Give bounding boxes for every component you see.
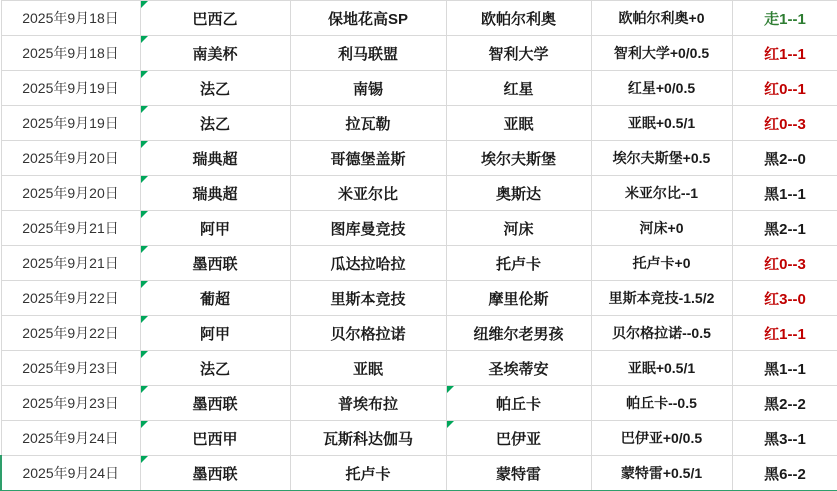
cell-home: 普埃布拉 <box>290 386 446 421</box>
cell-away: 亚眠 <box>446 106 591 141</box>
cell-league: 法乙 <box>140 351 290 386</box>
cell-away: 欧帕尔利奥 <box>446 1 591 36</box>
table-row[interactable] <box>1 246 837 281</box>
cell-date: 2025年9月24日 <box>1 456 140 491</box>
cell-result: 黑2--1 <box>732 211 837 246</box>
cell-handicap: 红星+0/0.5 <box>591 71 732 106</box>
cell-date: 2025年9月21日 <box>1 246 140 281</box>
cell-handicap: 智利大学+0/0.5 <box>591 36 732 71</box>
cell-handicap: 河床+0 <box>591 211 732 246</box>
cell-league: 墨西联 <box>140 386 290 421</box>
cell-handicap: 亚眠+0.5/1 <box>591 351 732 386</box>
cell-home: 拉瓦勒 <box>290 106 446 141</box>
cell-result: 黑2--0 <box>732 141 837 176</box>
cell-result: 红0--1 <box>732 71 837 106</box>
cell-result: 走1--1 <box>732 1 837 36</box>
table-row[interactable] <box>1 1 837 36</box>
cell-date: 2025年9月20日 <box>1 141 140 176</box>
cell-home: 利马联盟 <box>290 36 446 71</box>
cell-away: 智利大学 <box>446 36 591 71</box>
cell-home: 托卢卡 <box>290 456 446 491</box>
cell-handicap: 埃尔夫斯堡+0.5 <box>591 141 732 176</box>
cell-league: 巴西乙 <box>140 1 290 36</box>
cell-result: 黑2--2 <box>732 386 837 421</box>
cell-handicap: 米亚尔比--1 <box>591 176 732 211</box>
cell-result: 红0--3 <box>732 106 837 141</box>
cell-league: 墨西联 <box>140 456 290 491</box>
cell-home: 亚眠 <box>290 351 446 386</box>
cell-date: 2025年9月19日 <box>1 71 140 106</box>
cell-away: 巴伊亚 <box>446 421 591 456</box>
cell-result: 红1--1 <box>732 36 837 71</box>
cell-result: 黑6--2 <box>732 456 837 491</box>
cell-away: 托卢卡 <box>446 246 591 281</box>
table-row[interactable] <box>1 106 837 141</box>
cell-date: 2025年9月22日 <box>1 281 140 316</box>
cell-result: 黑1--1 <box>732 351 837 386</box>
cell-date: 2025年9月22日 <box>1 316 140 351</box>
cell-home: 南锡 <box>290 71 446 106</box>
cell-home: 瓜达拉哈拉 <box>290 246 446 281</box>
cell-result: 红3--0 <box>732 281 837 316</box>
cell-league: 瑞典超 <box>140 141 290 176</box>
cell-date: 2025年9月23日 <box>1 351 140 386</box>
cell-league: 瑞典超 <box>140 176 290 211</box>
cell-league: 阿甲 <box>140 316 290 351</box>
cell-date: 2025年9月18日 <box>1 36 140 71</box>
cell-handicap: 欧帕尔利奥+0 <box>591 1 732 36</box>
table-row[interactable] <box>1 141 837 176</box>
cell-date: 2025年9月19日 <box>1 106 140 141</box>
table-row[interactable] <box>1 351 837 386</box>
cell-date: 2025年9月20日 <box>1 176 140 211</box>
cell-away: 蒙特雷 <box>446 456 591 491</box>
cell-home: 贝尔格拉诺 <box>290 316 446 351</box>
cell-date: 2025年9月21日 <box>1 211 140 246</box>
cell-handicap: 巴伊亚+0/0.5 <box>591 421 732 456</box>
cell-date: 2025年9月24日 <box>1 421 140 456</box>
cell-away: 纽维尔老男孩 <box>446 316 591 351</box>
cell-home: 瓦斯科达伽马 <box>290 421 446 456</box>
cell-home: 图库曼竞技 <box>290 211 446 246</box>
table-row[interactable] <box>1 456 837 491</box>
cell-league: 巴西甲 <box>140 421 290 456</box>
cell-result: 红0--3 <box>732 246 837 281</box>
table-row[interactable] <box>1 176 837 211</box>
table-row[interactable] <box>1 421 837 456</box>
cell-league: 法乙 <box>140 106 290 141</box>
cell-date: 2025年9月23日 <box>1 386 140 421</box>
cell-away: 埃尔夫斯堡 <box>446 141 591 176</box>
cell-away: 奥斯达 <box>446 176 591 211</box>
cell-league: 法乙 <box>140 71 290 106</box>
cell-result: 黑3--1 <box>732 421 837 456</box>
cell-league: 南美杯 <box>140 36 290 71</box>
cell-league: 阿甲 <box>140 211 290 246</box>
cell-handicap: 帕丘卡--0.5 <box>591 386 732 421</box>
cell-handicap: 托卢卡+0 <box>591 246 732 281</box>
cell-handicap: 里斯本竞技-1.5/2 <box>591 281 732 316</box>
cell-home: 里斯本竞技 <box>290 281 446 316</box>
table-row[interactable] <box>1 386 837 421</box>
cell-away: 圣埃蒂安 <box>446 351 591 386</box>
cell-result: 红1--1 <box>732 316 837 351</box>
table-row[interactable] <box>1 71 837 106</box>
cell-away: 帕丘卡 <box>446 386 591 421</box>
table-row[interactable] <box>1 211 837 246</box>
cell-home: 米亚尔比 <box>290 176 446 211</box>
cell-away: 河床 <box>446 211 591 246</box>
cell-home: 保地花高SP <box>290 1 446 36</box>
cell-handicap: 贝尔格拉诺--0.5 <box>591 316 732 351</box>
table-row[interactable] <box>1 36 837 71</box>
cell-result: 黑1--1 <box>732 176 837 211</box>
table-row[interactable] <box>1 281 837 316</box>
cell-handicap: 蒙特雷+0.5/1 <box>591 456 732 491</box>
cell-league: 葡超 <box>140 281 290 316</box>
cell-away: 摩里伦斯 <box>446 281 591 316</box>
cell-date: 2025年9月18日 <box>1 1 140 36</box>
table-body <box>1 1 837 491</box>
table-row[interactable] <box>1 316 837 351</box>
cell-home: 哥德堡盖斯 <box>290 141 446 176</box>
cell-away: 红星 <box>446 71 591 106</box>
cell-league: 墨西联 <box>140 246 290 281</box>
cell-handicap: 亚眠+0.5/1 <box>591 106 732 141</box>
